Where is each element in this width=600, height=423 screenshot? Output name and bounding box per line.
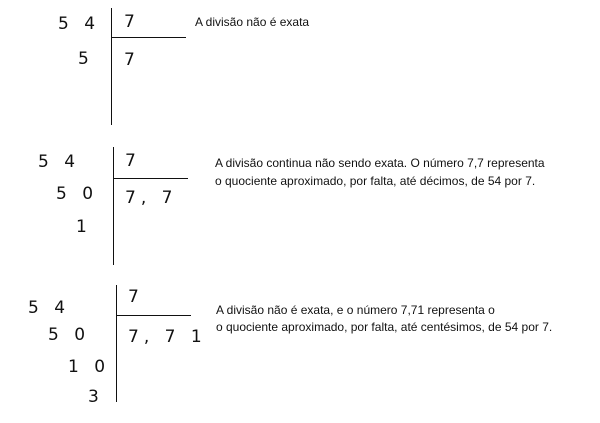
quotient: 7, 7 [125,188,178,208]
remainder: 1 [76,217,92,237]
explanation-line-1: A divisão não é exata, e o número 7,71 representa o [216,303,495,317]
dividend: 5 4 [28,298,71,318]
explanation-line-2: o quociente aproximado, por falta, até centésimos, de 54 por 7. [216,320,553,334]
divisor: 7 [128,287,144,307]
divisor: 7 [125,151,141,171]
remainder: 1 0 [68,357,111,377]
division-vertical-line [116,285,117,402]
division-vertical-line [113,147,114,265]
remainder: 3 [88,387,104,407]
remainder: 5 0 [48,325,91,345]
dividend: 5 4 [58,14,101,34]
explanation-line-1: A divisão continua não sendo exata. O número 7,7 representa [215,156,545,170]
remainder: 5 0 [56,184,99,204]
division-horizontal-line [111,37,186,38]
remainder: 5 [78,49,94,69]
division-horizontal-line [113,178,188,179]
division-horizontal-line [116,315,191,316]
dividend: 5 4 [38,152,81,172]
division-vertical-line [111,8,112,125]
explanation-line-1: A divisão não é exata [195,15,310,29]
divisor: 7 [124,12,140,32]
quotient: 7, 7 1 [128,327,207,347]
explanation-line-2: o quociente aproximado, por falta, até décimos, de 54 por 7. [215,174,536,188]
quotient: 7 [124,50,140,70]
